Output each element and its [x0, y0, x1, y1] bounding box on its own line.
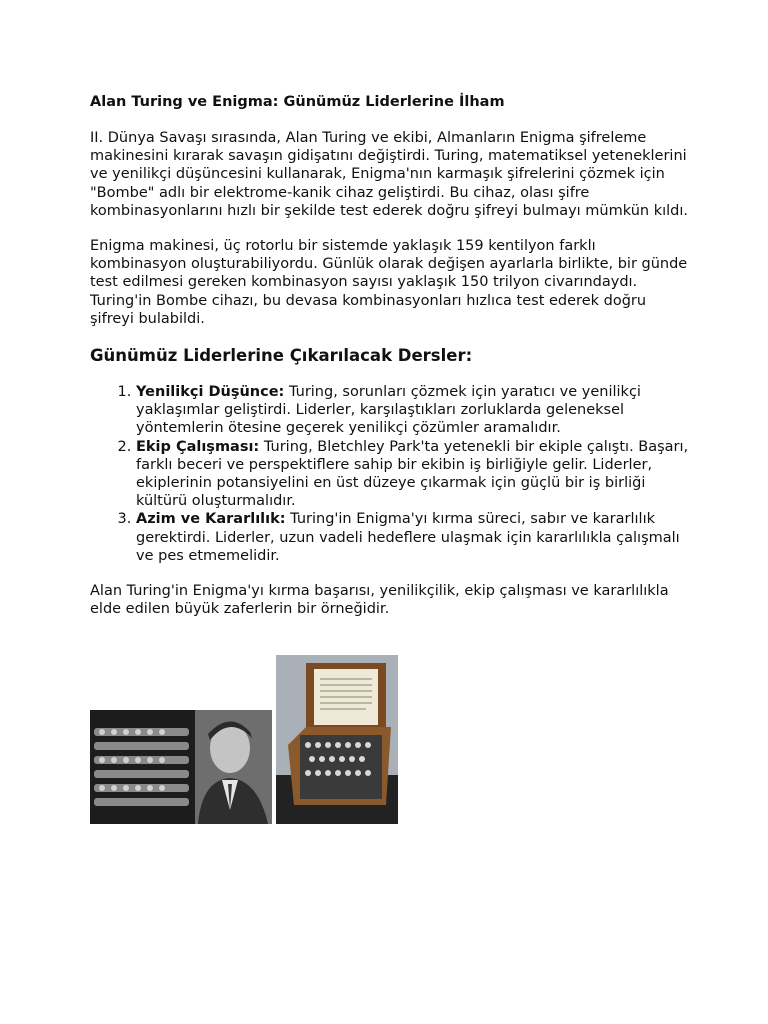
lesson-text: Turing'in Enigma'yı kırma süreci, sabır ve kararlılık gerektirdi. Liderler, uzun vadeli hedeflere ulaşmak için kararlılıkla çalışmalı ve pes etmemelidir. [136, 511, 680, 564]
list-item [136, 438, 690, 511]
lessons-heading: Günümüz Liderlerine Çıkarılacak Dersler: [90, 346, 473, 366]
lesson-heading: Ekip Çalışması: [136, 438, 260, 455]
lesson-heading: Yenilikçi Düşünce: [136, 384, 285, 401]
list-item [136, 510, 690, 565]
document-title: Alan Turing ve Enigma: Günümüz Liderlerine İlham [90, 94, 505, 110]
photo-row [90, 655, 410, 825]
bombe-and-portrait-photo [90, 710, 272, 824]
intro-paragraph: II. Dünya Savaşı sırasında, Alan Turing ve ekibi, Almanların Enigma şifreleme makinesini kırarak savaşın gidişatını değiştirdi. Turing, matematiksel yeteneklerini ve yenilikçi düşüncesini kullanarak, Enigma'nın karmaşık şifrelerini çözmek için "Bombe" adlı bir elektrome-kanik cihaz geliştirdi. Bu cihaz, olası şifre kombinasyonlarını hızlı bir şekilde test ederek doğru şifreyi bulmayı mümkün kıldı. [90, 130, 688, 219]
lesson-text: Turing, Bletchley Park'ta yetenekli bir ekiple çalıştı. Başarı, farklı beceri ve perspektiflere sahip bir ekibin iş birliğiyle gelir. Liderler, ekiplerinin potansiyelini en üst düzeye çıkarmak için güçlü bir iş birliği kültürü oluşturmalıdır. [136, 438, 689, 510]
enigma-machine-photo [276, 655, 398, 824]
closing-paragraph: Alan Turing'in Enigma'yı kırma başarısı, yenilikçilik, ekip çalışması ve kararlılıkla elde edilen büyük zaferlerin bir örneğidir. [90, 583, 669, 618]
lessons-list [90, 383, 690, 565]
list-item [136, 383, 690, 438]
lesson-heading: Azim ve Kararlılık: [136, 511, 286, 528]
document-body [90, 93, 690, 618]
combinations-paragraph: Enigma makinesi, üç rotorlu bir sistemde yaklaşık 159 kentilyon farklı kombinasyon oluşturabiliyordu. Günlük olarak değişen ayarlarla birlikte, bir günde test edilmesi gereken kombinasyon sayısı yaklaşık 150 trilyon civarındaydı. Turing'in Bombe cihazı, bu devasa kombinasyonları hızlıca test ederek doğru şifreyi bulabildi. [90, 238, 688, 327]
lesson-text: Turing, sorunları çözmek için yaratıcı ve yenilikçi yaklaşımlar geliştirdi. Liderler, karşılaştıkları zorluklarda geleneksel yöntemlerin ötesine geçerek yenilikçi çözümler aramalıdır. [136, 384, 641, 437]
